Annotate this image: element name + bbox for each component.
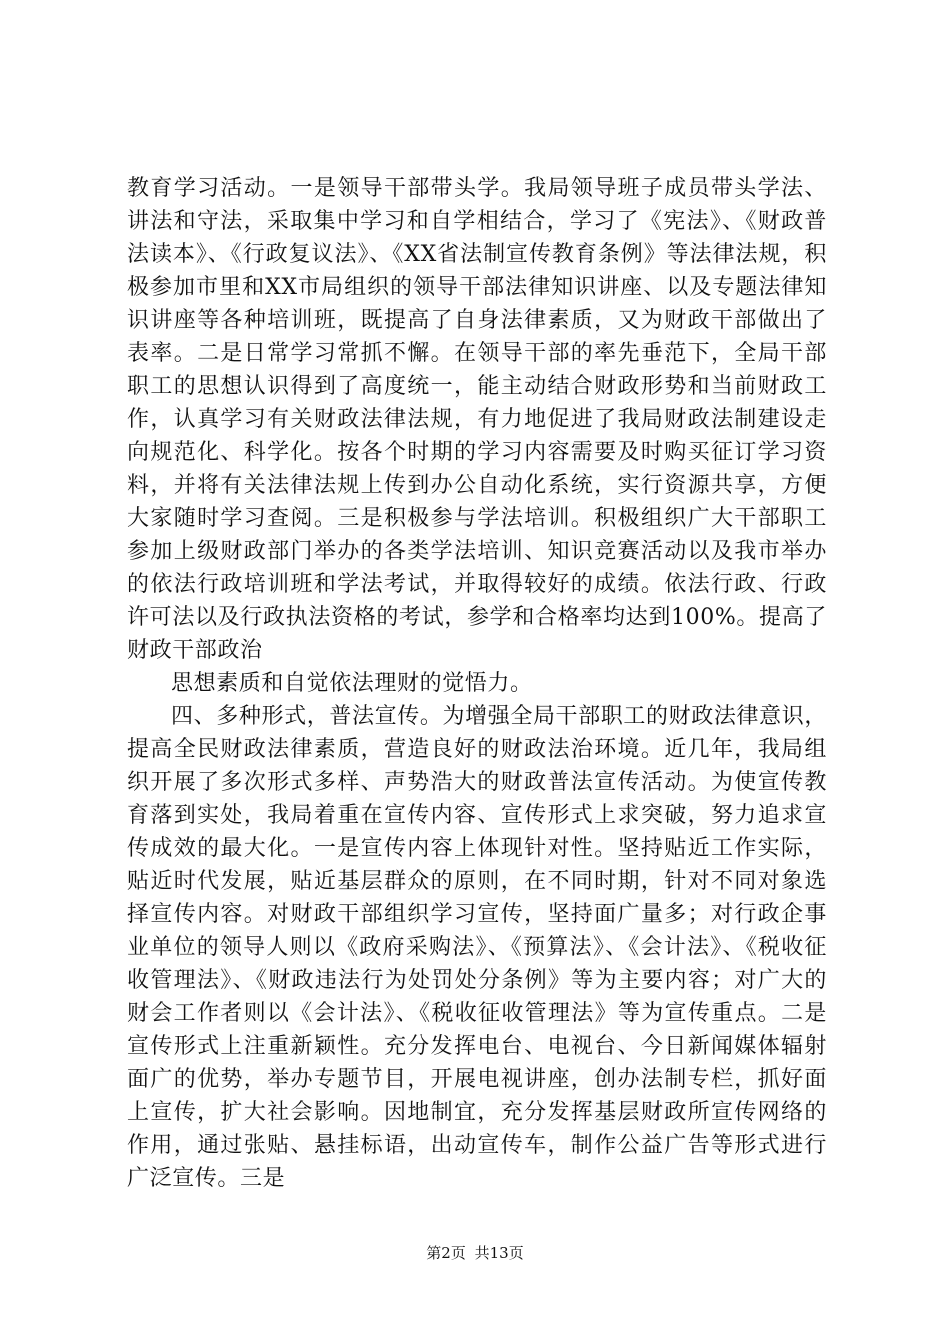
- paragraph-political-quality: 思想素质和自觉依法理财的觉悟力。: [171, 671, 533, 696]
- paragraph-law-publicity: 四、多种形式，普法宣传。为增强全局干部职工的财政法律意识，提高全民财政法律素质，营造良好的财政法治环境。近几年，我局组织开展了多次形式多样、声势浩大的财政普法宣传活动。为使宣传教育落到实处，我局着重在宣传内容、宣传形式上求突破，努力追求宣传成效的最大化。一是宣传内容上体现针对性。坚持贴近工作实际，贴近时代发展，贴近基层群众的原则，在不同时期，针对不同对象选择宣传内容。对财政干部组织学习宣传，坚持面广量多；对行政企事业单位的领导人则以《政府采购法》、《预算法》、《会计法》、《税收征收管理法》、《财政违法行为处罚处分条例》等为主要内容；对广大的财会工作者则以《会计法》、《税收征收管理法》等为宣传重点。二是宣传形式上注重新颖性。充分发挥电台、电视台、今日新闻媒体辐射面广的优势，举办专题节目，开展电视讲座，创办法制专栏，抓好面上宣传，扩大社会影响。因地制宜，充分发挥基层财政所宣传网络的作用，通过张贴、悬挂标语，出动宣传车，制作公益广告等形式进行广泛宣传。三是: [127, 704, 827, 1191]
- paragraph-study-activities: 教育学习活动。一是领导干部带头学。我局领导班子成员带头学法、讲法和守法，采取集中学习和自学相结合，学习了《宪法》、《财政普法读本》、《行政复议法》、《XX省法制宣传教育条例》等法律法规，积极参加市里和XX市局组织的领导干部法律知识讲座、以及专题法律知识讲座等各种培训班，既提高了自身法律素质，又为财政干部做出了表率。二是日常学习常抓不懈。在领导干部的率先垂范下，全局干部职工的思想认识得到了高度统一，能主动结合财政形势和当前财政工作，认真学习有关财政法律法规，有力地促进了我局财政法制建设走向规范化、科学化。按各个时期的学习内容需要及时购买征订学习资料，并将有关法律法规上传到办公自动化系统，实行资源共享，方便大家随时学习查阅。三是积极参与学法培训。积极组织广大干部职工参加上级财政部门举办的各类学法培训、知识竞赛活动以及我市举办的依法行政培训班和学法考试，并取得较好的成绩。依法行政、行政许可法以及行政执法资格的考试，参学和合格率均达到100%。提高了财政干部政治: [127, 176, 827, 663]
- body-text: [127, 172, 827, 1195]
- page-total: 共13页: [474, 1244, 524, 1262]
- page-number: 第2页: [426, 1244, 466, 1262]
- page-footer: [0, 1243, 950, 1263]
